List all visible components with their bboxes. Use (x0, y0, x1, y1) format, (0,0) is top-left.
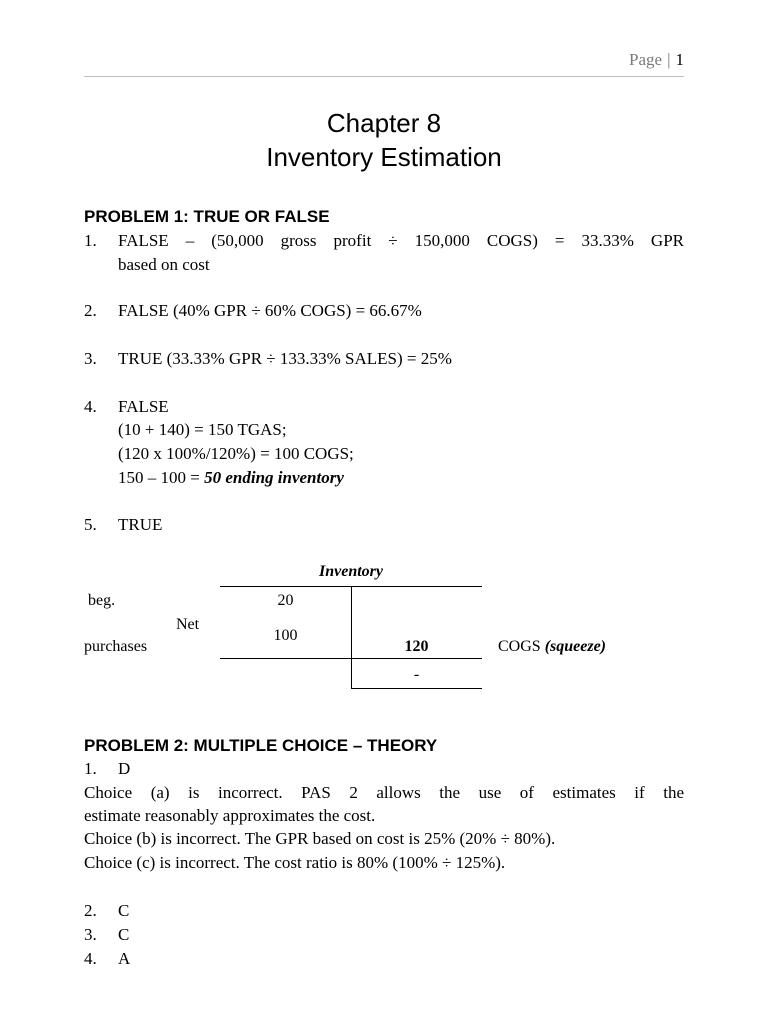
item4-number: 4. (84, 397, 97, 416)
cogs-label (498, 638, 606, 656)
t-account-total-rule (220, 658, 482, 659)
page-label: Page (629, 50, 663, 69)
item4-line2: (120 x 100%/120%) = 100 COGS; (118, 444, 354, 463)
item1-number: 1. (84, 231, 97, 250)
item4-line1: (10 + 140) = 150 TGAS; (118, 420, 287, 439)
problem2-heading: PROBLEM 2: MULTIPLE CHOICE – THEORY (84, 736, 438, 755)
item3-text: TRUE (33.33% GPR ÷ 133.33% SALES) = 25% (118, 349, 452, 368)
item4-line3 (118, 468, 344, 488)
net-label: Net (176, 616, 200, 633)
choice-a-line1: Choice (a) is incorrect. PAS 2 allows the use of estimates if the (84, 783, 684, 802)
item1-text-line2: based on cost (118, 255, 210, 274)
page-number: 1 (675, 50, 684, 69)
q3-answer: C (118, 925, 130, 944)
purchases-value: 100 (273, 627, 298, 644)
t-account-ending-rule (351, 688, 482, 689)
chapter-subtitle: Inventory Estimation (266, 142, 502, 172)
choice-b-text: Choice (b) is incorrect. The GPR based on cost is 25% (20% ÷ 80%). (84, 829, 556, 848)
item2-text: FALSE (40% GPR ÷ 60% COGS) = 66.67% (118, 301, 422, 320)
ending-value: - (413, 666, 420, 683)
q3-number: 3. (84, 925, 97, 944)
item2-number: 2. (84, 301, 97, 320)
choice-a-line2: estimate reasonably approximates the cost. (84, 806, 376, 825)
choice-c-text: Choice (c) is incorrect. The cost ratio is 80% (100% ÷ 125%). (84, 853, 506, 872)
problem1-heading: PROBLEM 1: TRUE OR FALSE (84, 207, 330, 226)
header-rule (84, 76, 684, 77)
q2-number: 2. (84, 901, 97, 920)
item5-number: 5. (84, 515, 97, 534)
q2-answer: C (118, 901, 130, 920)
q1-number: 1. (84, 759, 97, 778)
squeeze-text: (squeeze) (544, 638, 606, 655)
item5-text: TRUE (118, 515, 163, 534)
chapter-title: Chapter 8 (326, 108, 442, 138)
q4-number: 4. (84, 949, 97, 968)
purchases-label: purchases (84, 638, 148, 655)
item1-text-line1: FALSE – (50,000 gross profit ÷ 150,000 COGS) = 33.33% GPR (118, 231, 684, 250)
beg-value: 20 (277, 592, 294, 609)
t-account-title: Inventory (319, 563, 383, 580)
item4-text: FALSE (118, 397, 169, 416)
beg-label: beg. (88, 592, 116, 609)
page-separator: | (667, 50, 671, 69)
ending-inventory-emphasis: 50 ending inventory (204, 468, 344, 487)
item3-number: 3. (84, 349, 97, 368)
q4-answer: A (118, 949, 131, 968)
page-header (629, 50, 684, 70)
credit-value: 120 (404, 638, 429, 655)
cogs-text: COGS (498, 638, 541, 655)
q1-answer: D (118, 759, 131, 778)
item4-line3-prefix: 150 – 100 = (118, 468, 205, 487)
